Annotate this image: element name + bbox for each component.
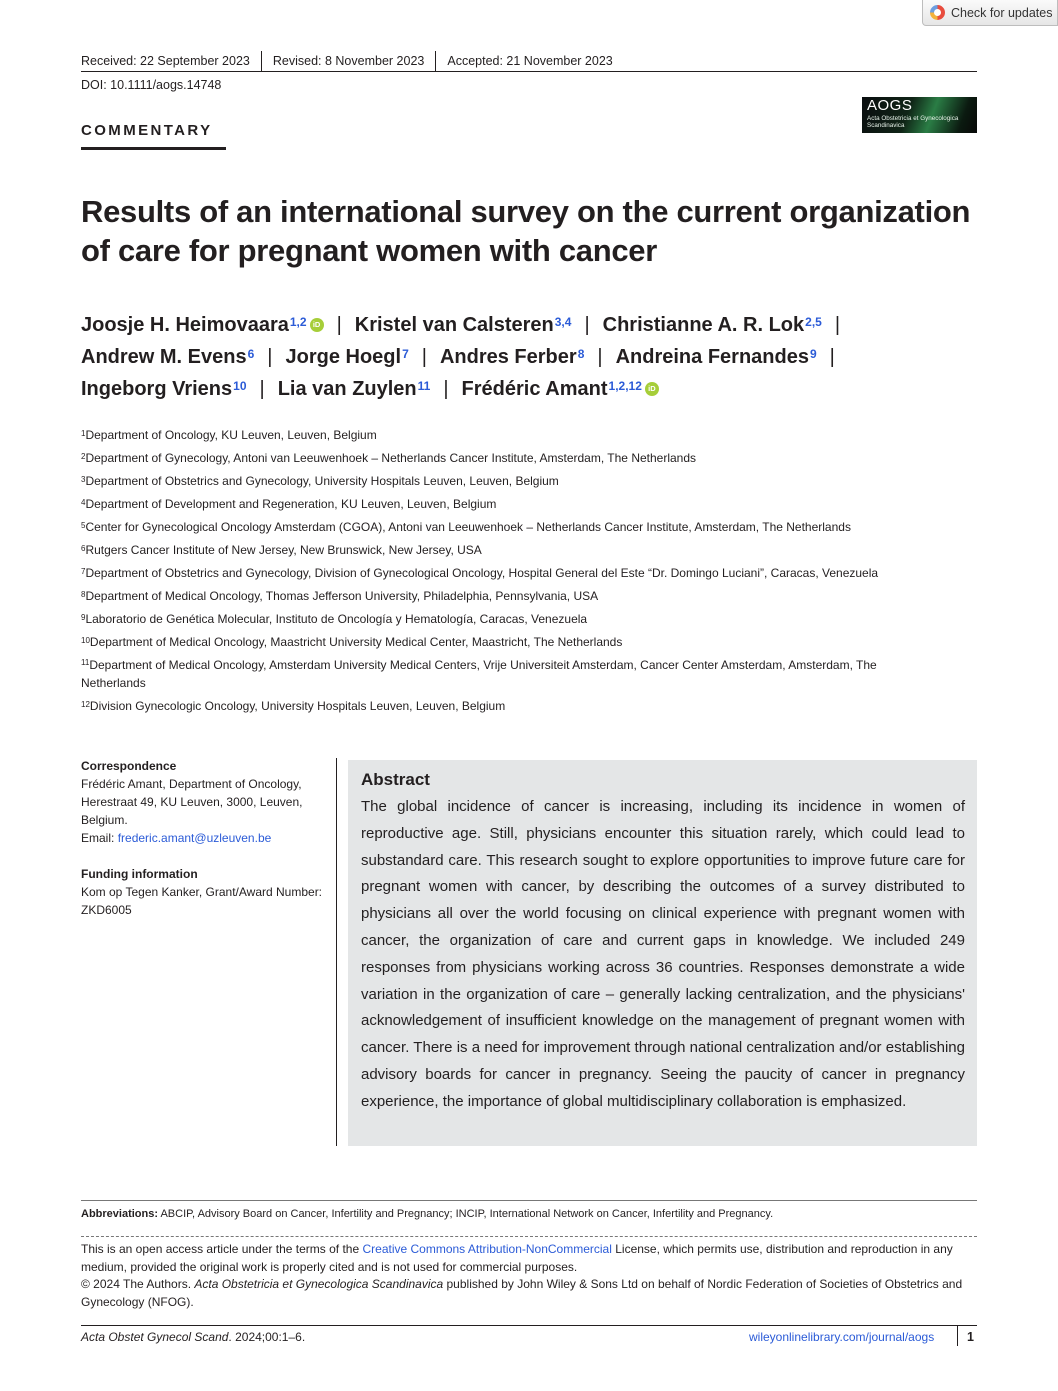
section-label: COMMENTARY <box>81 122 213 139</box>
affiliation <box>81 562 961 585</box>
date-divider <box>435 51 436 71</box>
orcid-icon[interactable]: iD <box>310 318 324 332</box>
side-info <box>81 757 326 919</box>
license-note <box>81 1241 977 1311</box>
author <box>355 314 572 336</box>
affiliation <box>81 470 961 493</box>
affiliation <box>81 631 961 654</box>
affiliation-text: Department of Medical Oncology, Maastricht University Medical Center, Maastricht, The Netherlands <box>89 635 623 649</box>
author <box>440 346 584 368</box>
affiliation <box>81 608 961 631</box>
open-access-pre: This is an open access article under the terms of the <box>81 1242 363 1256</box>
column-divider <box>336 758 337 1146</box>
author <box>278 378 431 400</box>
affiliation-text: Department of Medical Oncology, Amsterdam University Medical Centers, Vrije Universiteit Amsterdam, Cancer Center Amsterdam, Amsterdam, The Netherlands <box>81 658 877 690</box>
author <box>616 346 817 368</box>
author-affiliation-ref[interactable]: 11 <box>417 379 431 393</box>
author-affiliation-ref[interactable]: 7 <box>402 347 409 361</box>
affiliation-number: 10 <box>81 636 90 645</box>
author-name: Andrew M. Evens <box>81 346 247 368</box>
affiliation-text: Department of Gynecology, Antoni van Leeuwenhoek – Netherlands Cancer Institute, Amsterdam, The Netherlands <box>85 451 697 465</box>
author-affiliation-ref[interactable]: 1,2,12 <box>608 379 642 393</box>
affiliation-number: 5 <box>81 521 86 530</box>
affiliation <box>81 539 961 562</box>
author <box>286 346 409 368</box>
author-separator: | <box>834 314 841 336</box>
author-affiliation-ref[interactable]: 1,2 <box>289 315 307 329</box>
abbreviations-text: ABCIP, Advisory Board on Cancer, Infertility and Pregnancy; INCIP, International Network on Cancer, Infertility and Pregnancy. <box>158 1208 774 1220</box>
affiliation-text: Department of Obstetrics and Gynecology, Division of Gynecological Oncology, Hospital General del Este “Dr. Domingo Luciani”, Caracas, Venezuela <box>85 566 879 580</box>
journal-logo-name: Acta Obstetricia et Gynecologica Scandinavica <box>867 115 959 129</box>
affiliation-text: Department of Obstetrics and Gynecology, University Hospitals Leuven, Leuven, Belgium <box>85 474 559 488</box>
affiliation-text: Division Gynecologic Oncology, University Hospitals Leuven, Leuven, Belgium <box>89 699 506 713</box>
affiliation-number: 8 <box>81 590 86 599</box>
footnote-rule <box>81 1200 977 1201</box>
affiliation-number: 11 <box>81 658 90 667</box>
author-affiliation-ref[interactable]: 8 <box>577 347 585 361</box>
author-separator: | <box>421 346 427 368</box>
open-access-text <box>81 1241 977 1276</box>
author-separator: | <box>259 378 265 400</box>
email-label: Email: <box>81 831 118 845</box>
author-separator: | <box>584 314 590 336</box>
author-name: Ingeborg Vriens <box>81 378 233 400</box>
author-affiliation-ref[interactable]: 2,5 <box>805 315 822 329</box>
copyright-journal: Acta Obstetricia et Gynecologica Scandinavica <box>194 1277 444 1291</box>
journal-volume: . 2024;00:1–6. <box>228 1330 306 1344</box>
author-name: Lia van Zuylen <box>277 378 417 400</box>
author-separator: | <box>829 346 835 368</box>
correspondence-text: Frédéric Amant, Department of Oncology, Herestraat 49, KU Leuven, 3000, Leuven, Belgium. <box>81 777 303 827</box>
affiliation <box>81 585 961 608</box>
author-name: Andres Ferber <box>439 346 577 368</box>
abstract-box <box>348 760 977 1146</box>
article-dates <box>81 50 977 72</box>
footnote-dashed-rule <box>81 1236 977 1237</box>
correspondence-email <box>81 829 326 847</box>
header-rule <box>81 71 977 72</box>
accepted-date: Accepted: 21 November 2023 <box>447 54 613 68</box>
affiliation-number: 3 <box>81 475 86 484</box>
journal-logo <box>862 97 977 133</box>
author <box>603 314 822 336</box>
author-affiliation-ref[interactable]: 10 <box>233 379 247 393</box>
article-title: Results of an international survey on the current organization of care for pregnant women with cancer <box>81 194 971 268</box>
author-name: Joosje H. Heimovaara <box>81 314 289 336</box>
journal-abbrev: Acta Obstet Gynecol Scand <box>81 1330 229 1344</box>
check-for-updates-label: Check for updates <box>951 5 1053 20</box>
author-affiliation-ref[interactable]: 6 <box>247 347 255 361</box>
open-access-post: License, which permits use, distribution and reproduction in any medium, provided the original work is properly cited and is not used for commercial purposes. <box>81 1242 953 1274</box>
affiliation-number: 1 <box>81 429 86 438</box>
copyright-text <box>81 1276 977 1311</box>
author-affiliation-ref[interactable]: 9 <box>809 347 817 361</box>
copyright-post: published by John Wiley & Sons Ltd on behalf of Nordic Federation of Societies of Obstetrics and Gynecology (NFOG). <box>81 1277 963 1309</box>
check-for-updates-button[interactable] <box>922 0 1058 26</box>
license-link[interactable]: Creative Commons Attribution-NonCommercial <box>362 1242 612 1256</box>
affiliation <box>81 493 961 516</box>
funding-heading: Funding information <box>81 867 198 881</box>
journal-reference <box>81 1330 305 1344</box>
affiliation-number: 2 <box>81 452 86 461</box>
author <box>462 378 659 400</box>
section-rule <box>81 147 226 150</box>
received-date: Received: 22 September 2023 <box>81 54 250 68</box>
author-name: Jorge Hoegl <box>285 346 402 368</box>
author-separator: | <box>597 346 603 368</box>
affiliation-number: 7 <box>81 567 86 576</box>
author-name: Kristel van Calsteren <box>354 314 554 336</box>
abbreviations-note <box>81 1207 977 1222</box>
date-divider <box>261 51 262 71</box>
author <box>81 378 247 400</box>
journal-logo-abbr: AOGS <box>867 97 913 114</box>
author-affiliation-ref[interactable]: 3,4 <box>554 315 572 329</box>
affiliation-text: Center for Gynecological Oncology Amsterdam (CGOA), Antoni van Leeuwenhoek – Netherlands Cancer Institute, Amsterdam, The Netherlands <box>85 520 851 534</box>
affiliation-text: Department of Development and Regeneration, KU Leuven, Leuven, Belgium <box>85 497 497 511</box>
journal-url-link[interactable]: wileyonlinelibrary.com/journal/aogs <box>749 1330 935 1344</box>
abbreviations-label: Abbreviations: <box>81 1208 159 1220</box>
affiliation-list <box>81 424 961 718</box>
affiliation-text: Laboratorio de Genética Molecular, Instituto de Oncología y Hematología, Caracas, Venezuela <box>85 612 588 626</box>
affiliation-text: Rutgers Cancer Institute of New Jersey, New Brunswick, New Jersey, USA <box>85 543 482 557</box>
author <box>81 346 254 368</box>
author-name: Christianne A. R. Lok <box>602 314 805 336</box>
affiliation <box>81 447 961 470</box>
affiliation-number: 9 <box>81 613 86 622</box>
revised-date: Revised: 8 November 2023 <box>272 54 425 68</box>
affiliation-number: 12 <box>81 700 90 709</box>
affiliation-number: 4 <box>81 498 86 507</box>
funding-text: Kom op Tegen Kanker, Grant/Award Number: ZKD6005 <box>81 885 323 917</box>
email-link[interactable]: frederic.amant@uzleuven.be <box>117 831 272 845</box>
doi: DOI: 10.1111/aogs.14748 <box>81 78 222 92</box>
affiliation <box>81 424 961 447</box>
correspondence-heading: Correspondence <box>81 759 177 773</box>
affiliation <box>81 695 961 718</box>
copyright-pre: © 2024 The Authors. <box>81 1277 195 1291</box>
author-separator: | <box>267 346 273 368</box>
abstract-heading: Abstract <box>361 770 430 789</box>
affiliation-text: Department of Medical Oncology, Thomas Jefferson University, Philadelphia, Pennsylvania, USA <box>85 589 599 603</box>
abstract-body: The global incidence of cancer is increasing, including its incidence in women of reproductive age. Still, physicians encounter this situation rarely, which could lead to substandard care. This research sought to explore opportunities to improve future care for pregnant women with cancer, by describing the outcomes of a survey distributed to physicians all over the world focusing on clinical experience with pregnant women with cancer, the organization of care and current gaps in knowledge. We included 249 responses from physicians working across 36 countries. Responses demonstrate a wide variation in the organization of care – generally lacking centralization, and the physicians' acknowledgement of insufficient knowledge on the management of pregnant women with cancer. There is a need for improvement through national centralization and/or establishing advisory boards for cancer in pregnancy. Seeing the paucity of cancer in pregnancy experience, the importance of global multidisciplinary collaboration is emphasized. <box>361 798 965 1110</box>
page-number: 1 <box>967 1330 974 1344</box>
affiliation <box>81 516 961 539</box>
affiliation <box>81 656 911 692</box>
crossmark-icon <box>930 5 945 20</box>
footer-rule <box>81 1325 977 1326</box>
page-divider <box>957 1326 958 1346</box>
author-separator: | <box>443 378 449 400</box>
orcid-icon[interactable]: iD <box>645 382 659 396</box>
author-list <box>81 309 981 405</box>
author-name: Frédéric Amant <box>461 378 608 400</box>
affiliation-text: Department of Oncology, KU Leuven, Leuven, Belgium <box>85 428 377 442</box>
affiliation-number: 6 <box>81 544 86 553</box>
author <box>81 314 324 336</box>
author-name: Andreina Fernandes <box>615 346 809 368</box>
author-separator: | <box>336 314 342 336</box>
